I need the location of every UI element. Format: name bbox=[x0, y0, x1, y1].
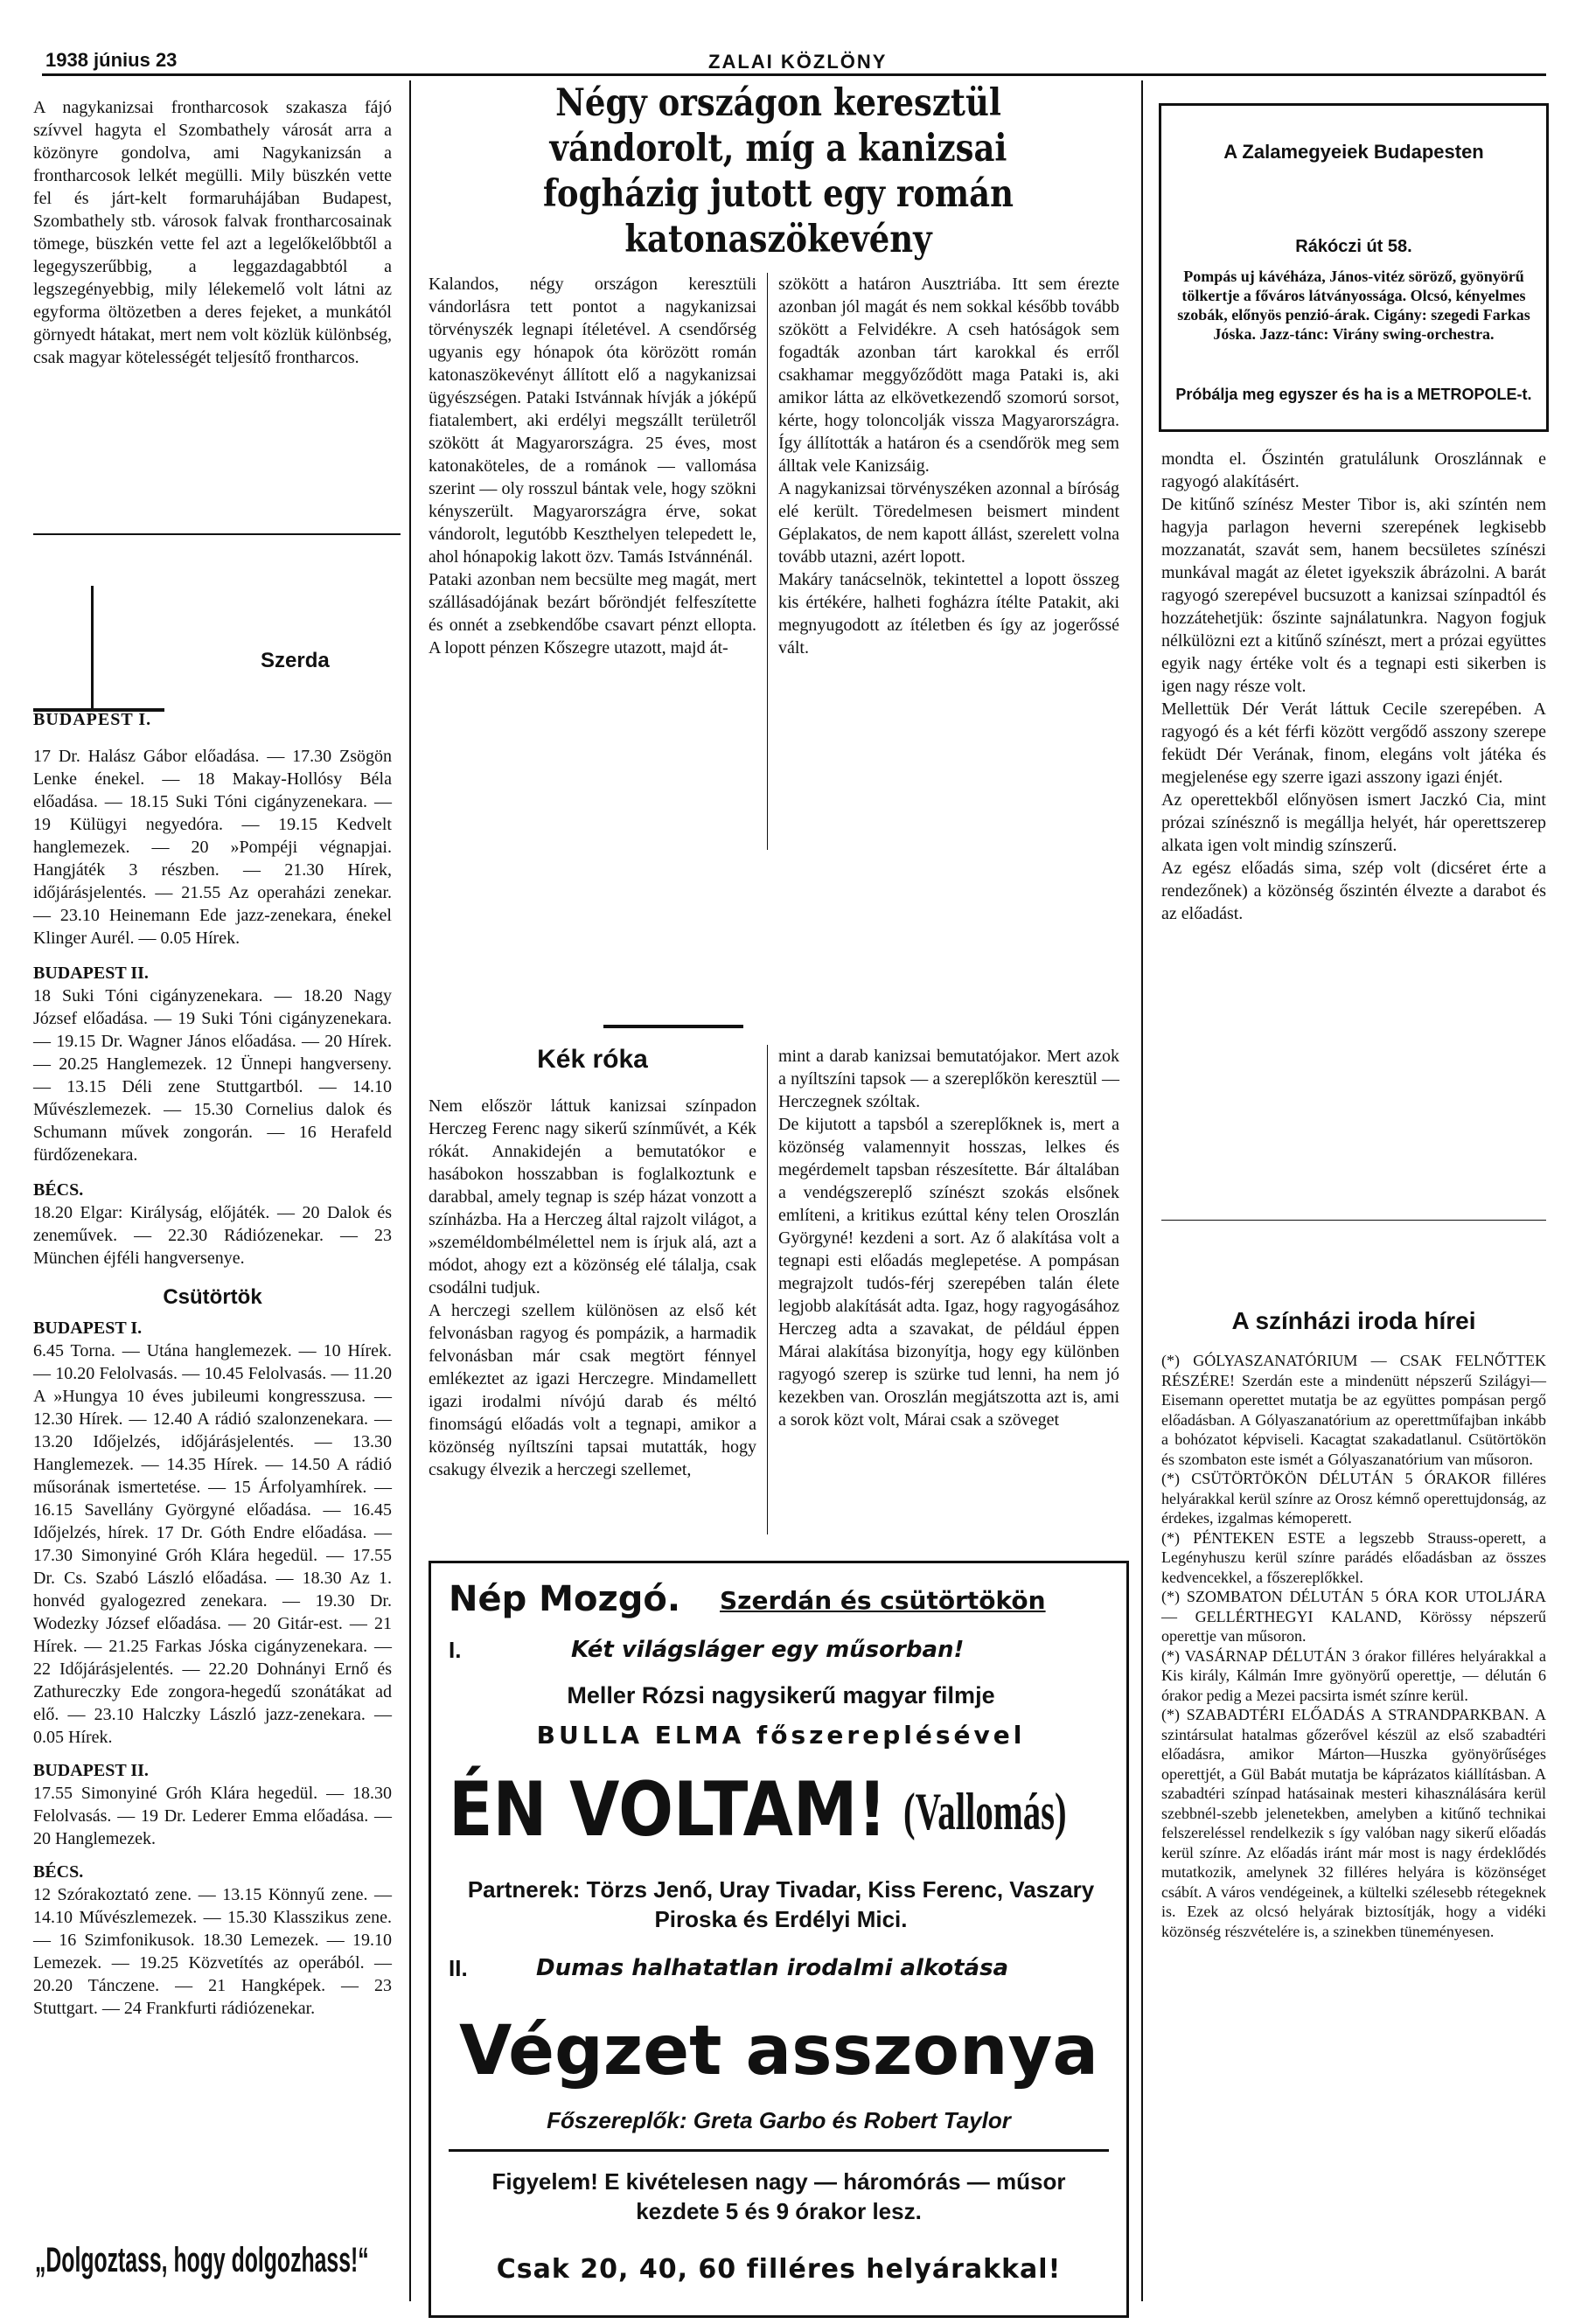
article-2-rule bbox=[603, 1025, 743, 1028]
csut-bp2: 17.55 Simonyiné Gróh Klára hegedül. — 18.30 Felolvasás. — 19 Dr. Lederer Emma előadása. — 20 Hanglemezek. bbox=[33, 1784, 392, 1848]
csutortok-label: Csütörtök bbox=[163, 1285, 262, 1309]
cinema-name: Nép Mozgó. bbox=[449, 1579, 681, 1619]
column-rule bbox=[409, 80, 411, 2301]
part-2-num: II. bbox=[449, 1955, 468, 1981]
hotel-title: A Zalamegyeiek Budapesten bbox=[1223, 141, 1484, 163]
hotel-ad bbox=[1159, 103, 1549, 432]
szerda-bp1-head: BUDAPEST I. bbox=[33, 710, 152, 729]
left-intro: A nagykanizsai frontharcosok szakasza fájó szívvel hagyta el Szombathely városát arra a közönyre gondolva, ami Nagykanizsán a frontharcosok lelkét megülli. Mily büszkén vette fel és járt-kelt formaruhájában Budapest, Szombathely stb. városok falvak frontharcosainak tömege, büszkén vette fel azt a legelőkelőbbtől a legegyszerűbbig, a leggazdagabbtól a legszegényebbig, mily lélekemelő volt látni az egyforma öltözetben a deres fejeket, a munkától görnyedt hátakat, mert nem volt közlük különbség, csak magyar kötelességét teljesítő frontharcos. bbox=[33, 98, 392, 367]
szerda-becs: 18.20 Elgar: Királyság, előjáték. — 20 Dalok és zeneművek. — 22.30 Rádiózenekar. — 23 München éjféli hangversenye. bbox=[33, 1203, 392, 1268]
part-1-num: I. bbox=[449, 1637, 462, 1663]
csut-becs: 12 Szórakoztató zene. — 13.15 Könnyű zene. — 14.10 Művészlemezek. — 15.30 Klasszikus zene. — 16 Szimfonikusok. 18.30 Lemezek. — 19.10 Lemezek. — 19.25 Közvetítés az operából. — 20.20 Tánczene. — 21 Hangképek. — 23 Stuttgart. — 24 Frankfurti rádiózenekar. bbox=[33, 1885, 392, 2018]
film-1-title bbox=[449, 1766, 1113, 1854]
masthead-rule bbox=[42, 73, 1546, 76]
csut-bp1-head: BUDAPEST I. bbox=[33, 1319, 143, 1338]
masthead bbox=[0, 0, 1575, 73]
office-title: A színházi iroda hírei bbox=[1231, 1307, 1476, 1334]
part-1-line: Két világsláger egy műsorban! bbox=[571, 1637, 965, 1663]
article-1-col-1: Kalandos, négy országon keresztüli vándorlásra tett pontot a nagykanizsai törvényszék legnapi ítéletével. A csendőrség ugyanis egy hónapok óta körözött román katonaszökevényt állított elő a nagykanizsai ügyészségen. Pataki Istvánnak hívják a jóképű fiatalembert, aki erdélyi megszállt területről szökött át Magyarországra. 25 éves, most katonaköteles, de a románok — vallomása szerint — oly rosszul bántak vele, hogy szökni kényszerült. Magyarországra érve, sokat vándorolt, legutóbb Keszthelyen telepedett le, ahol hónapokig lakott özv. Tamás Istvánnénál. Pataki azonban nem becsülte meg magát, mert szállásadójának bezárt bőröndjét felfeszítette és onnét a zsebkendőbe csavart pénzt ellopta. A lopott pénzen Kőszegre utazott, majd át- bbox=[429, 275, 756, 658]
article-2-col-1: Nem először láttuk kanizsai színpadon Herczeg Ferenc nagy sikerű színművét, a Kék rókát. Annakidején a bemutatókor e hasábokon hosszabban is foglalkoztunk e darabbal, amely tegnap is szép házat vonzott a színházba. Ha a Herczeg által rajzolt világot, a »személdombélmélettel nem is írjuk alá, azt a módot, ahogy ezt a közönség elé tálalja, csak csodálni tudjuk. A herczegi szellem különösen az első két felvonásban ragyog és pompázik, a harmadik felvonásban már csak megtört fénnyel emlékeztet az igazi Herczegre. Mindamellett igazi irodalmi nívójú darab és méltó finomságú előadás volt a tegnapi, amikor a közönség nyíltszíni tapsai mutatták, hogy csakugy élvezik a herczegi szellemet, bbox=[429, 1096, 756, 1479]
szerda-bp1: 17 Dr. Halász Gábor előadása. — 17.30 Zsögön Lenke énekel. — 18 Makay-Hollósy Béla előadása. — 18.15 Suki Tóni cigányzenekara. — 19 Külügyi negyedóra. — 19.15 Kedvelt hanglemezek. — 20 »Pompéji végnapjai. Hangjáték 3 részben. — 21.30 Hírek, időjárásjelentés. — 21.55 Az operaházi zenekar. — 23.10 Heinemann Ede jazz-zenekara, énekel Klinger Aurél. — 0.05 Hírek. bbox=[33, 747, 392, 948]
ad-prices: Csak 20, 40, 60 filléres helyárakkal! bbox=[496, 2254, 1062, 2285]
part-1-film: Meller Rózsi nagysikerű magyar filmje bbox=[567, 1682, 995, 1708]
right-column-rule bbox=[1141, 80, 1143, 2301]
article-1-headline-wrap bbox=[415, 80, 1141, 262]
masthead-paper: ZALAI KÖZLÖNY bbox=[708, 51, 888, 73]
slogan: „Dolgoztass, hogy dolgozhass!“ bbox=[35, 2241, 369, 2279]
article-2-col-2: mint a darab kanizsai bemutatójakor. Mert azok a nyíltszíni tapsok — a szereplőkön keresztül — Herczegnek szóltak. De kijutott a tapsból a szereplőknek is, mert a közönség valamennyit hosszas, lelkes és megérdemelt tapsban részesítette. Bár általában a vendégszereplő színészt szokás elsőnek említeni, a kritikus ezúttal kény telen Oroszlán Györgyné! kezdeni a sort. Az ő alakítása volt a tegnapi esti előadás meglepetése. A pompásan megrajzolt tudós-férj szerepében talán élete legjobb alakítását adta. Igaz, hogy ragyogásához Herczeg adta a szavakat, de például éppen Márai alakítása bizonyítja, hogy egy különben ragyogó szerep is szürke tud lenni, ha nem jó kezekben van. Oroszlán megjátszotta azt is, ami a sorok közt volt, Márai csak a szöveget bbox=[778, 1047, 1119, 1430]
ad-notice: Figyelem! E kivételesen nagy — háromórás — műsor kezdete 5 és 9 órakor lesz. bbox=[491, 2168, 1066, 2224]
film-1-name: ÉN VOLTAM! bbox=[449, 1766, 888, 1854]
film-1-partners: Partnerek: Törzs Jenő, Uray Tivadar, Kiss Ferenc, Vaszary Piroska és Erdélyi Mici. bbox=[467, 1876, 1095, 1932]
hotel-footer: Próbálja meg egyszer és ha is a METROPOLE-t. bbox=[1175, 386, 1532, 403]
article-1-headline: Négy országon keresztül vándorolt, míg a kanizsai fogházig jutott egy román katonaszökevény bbox=[543, 81, 1014, 261]
office-body: (*) GÓLYASZANATÓRIUM — CSAK FELNŐTTEK RÉSZÉRE! Szerdán este a mindenütt népszerű Szilágyi—Eisemann operettet mutatja be az együttes pompásan pergő előadásban. A Gólyaszanatórium az operettműfajban inkább a bohózatot képviseli. Kacagtat szakadatlanul. Csütörtökön és szombaton este ismét a Gólyaszanatórium van műsoron. (*) CSÜTÖRTÖKÖN DÉLUTÁN 5 ÓRAKOR filléres helyárakkal kerül színre az Orosz kémnő operettujdonság, az érdekes, izgalmas kémoperett. (*) PÉNTEKEN ESTE a legszebb Strauss-operett, a Legényhuszu kerül színre parádés előadásban az összes kedvencekkel, a főszereplőkkel. (*) SZOMBATON DÉLUTÁN 5 ÓRA KOR UTOLJÁRA — GELLÉRTHEGYI KALAND, Körössy népszerű operettje van műsoron. (*) VASÁRNAP DÉLUTÁN 3 órakor filléres helyárakkal a Kis király, Kálmán Imre gyönyörű operettje, — délután 6 órakor pedig a Mezei pacsirta ismét színre kerül. (*) SZABADTÉRI ELŐADÁS A STRANDPARKBAN. A szintársulat hatalmas gőzerővel készül az első szabadtéri előadásra, amikor Márton—Huszka gyönyörűséges operettjét, a Gül Babát mutatja be káprázatos kiállításban. A szabadtéri színpad hatásainak mesteri kihasználására kerül szebbnél-szebb jelenetekben, amelyben a kitűnő technikai felszereléssel rendelkezik s így valóban nagy sikerű előadás kerül színre. Az előadás iránt már most is nagy érdeklődés mutatkozik, amelynek 32 filléres helyára is közönséget csábít. A város vendégeinek, a kültelki szélesebb rétegeknek is. Ezek az olcsó helyárak biztosítják, hogy a vidéki közönség részvételére is, a szinekben tüneményesen. bbox=[1161, 1352, 1546, 1940]
csut-bp2-head: BUDAPEST II. bbox=[33, 1761, 149, 1780]
article-2-title: Kék róka bbox=[537, 1045, 648, 1074]
article-2-col-rule bbox=[767, 1045, 768, 1534]
radio-bar bbox=[91, 586, 94, 708]
hotel-sub: Rákóczi út 58. bbox=[1295, 237, 1412, 256]
left-rule-1 bbox=[33, 533, 401, 535]
review-continuation: mondta el. Őszintén gratulálunk Oroszlánnak e ragyogó alakításért. De kitűnő színész Mester Tibor is, aki színtén nem hagyja parlagon heverni szerepének legkisebb mozzanatát, szavát sem, hanem becsületes színészi munkával magát az életet igyekszik ábrázolni. A barát ragyogó szerepével bucsuzott a kanizsai színpadtól és hozzátehetjük: őszinte sajnálatunkra. Nagyon fogjuk nélkülözni ezt a kitűnő színészt, mert a prózai együttes egyik nagy értéke volt és a tegnapi esti sikerben is igen nagy része volt. Mellettük Dér Verát láttuk Cecile szerepében. A ragyogó és a két férfi között vergődő asszony szerepe feküdt Dér Verának, finom, elegáns volt játéka és megjelenése egy szerre igazi asszony igazi énjét. Az operettekből előnyösen ismert Jaczkó Cia, mint prózai színésznő is megállja helyét, hár operettszerep alkata igen volt mindig színszerű. Az egész előadás sima, szép volt (dicséret érte a rendezőnek) a közönség őszintén élvezte a darabot és az előadást. bbox=[1161, 449, 1546, 923]
film-2-title: Végzet asszonya bbox=[458, 2012, 1099, 2091]
szerda-bp2-head: BUDAPEST II. bbox=[33, 964, 149, 983]
szerda-label: Szerda bbox=[261, 649, 330, 672]
szerda-becs-head: BÉCS. bbox=[33, 1180, 84, 1200]
film-2-stars: Főszereplők: Greta Garbo és Robert Taylor bbox=[547, 2107, 1011, 2133]
szerda-bp2: 18 Suki Tóni cigányzenekara. — 18.20 Nagy József előadása. — 19 Suki Tóni cigányzenekara. — 19.15 Dr. Wagner János előadása. — 20 Hírek. — 20.25 Hanglemezek. 12 Ünnepi hangverseny. — 13.15 Déli zene Stuttgartból. — 14.10 Művészlemezek. — 15.30 Cornelius dalok és Schumann művek zongorán. — 16 Herafeld fürdőzenekara. bbox=[33, 986, 392, 1165]
hotel-body: Pompás uj kávéháza, János-vitéz söröző, gyönyörű tölkertje a főváros látványossága. Olcsó, kényelmes szobák, előnyös penzió-árak. Cigány: szegedi Farkas Jóska. Jazz-tánc: Virány swing-orchestra. bbox=[1177, 268, 1530, 343]
szerda-schedule bbox=[33, 708, 392, 2020]
cinema-ad bbox=[429, 1561, 1129, 2318]
ad-rule bbox=[449, 2149, 1109, 2152]
cinema-header bbox=[449, 1577, 1113, 1630]
article-1-col-2: szökött a határon Ausztriába. Itt sem érezte azonban jól magát és nem sokkal később tovább szökött a Felvidékre. A cseh hatóságok sem fogadták azonban tárt karokkal és erről csakhamar meggyőződött maga Pataki is, aki amikor látta az elkövetkezendő szomorú sorsot, kérte, hogy toloncolják vissza Magyarországra. Így állították a határon és a csendőrök meg sem álltak vele Kanizsáig. A nagykanizsai törvényszéken azonnal a bíróság elé került. Töredelmesen beismert mindent Géplakatos, de nem kapott állást, szerelett volna tovább utazni, azért lopott. Makáry tanácselnök, tekintettel a lopott összeg kis értékére, halheti fogházra ítélte Patakit, aki megnyugodott az ítéletben és így az jogerőssé vált. bbox=[778, 275, 1119, 658]
cinema-days: Szerdán és csütörtökön bbox=[720, 1586, 1046, 1615]
part-1-star: BULLA ELMA főszereplésével bbox=[536, 1721, 1026, 1750]
csut-bp1: 6.45 Torna. — Utána hanglemezek. — 10 Hírek. — 10.20 Felolvasás. — 10.45 Felolvasás. — 11.20 A »Hungya 10 éves jubileumi kongresszusa. — 12.30 Hírek. — 12.40 A rádió szalonzenekara. — 13.20 Időjelzés, időjárásjelentés. — 13.30 Hanglemezek. — 14.35 Hírek. — 14.50 A rádió műsorának ismertetése. — 15 Árfolyamhírek. — 16.15 Savellány Györgyné előadása. — 16.45 Időjelzés, hírek. 17 Dr. Góth Endre előadása. — 17.30 Simonyiné Gróh Klára hegedül. — 17.55 Dr. Cs. Szabó László előadása. — 18.30 Az 1. honvéd gyalogezred zenekara. — 19.30 Dr. Wodezky József előadása. — 20 Gitár-est. — 21 Hírek. — 21.25 Farkas Jóska cigányzenekara. — 22 Időjárásjelentés. — 22.20 Dohnányi Ernő és Zathureczky Ede zongora-hegedű szonátákat ad elő. — 23.10 Halczky László jazz-zenekara. — 0.05 Hírek. bbox=[33, 1341, 392, 1747]
film-1-sub: (Vallomás) bbox=[903, 1783, 1067, 1840]
masthead-date: 1938 június 23 bbox=[45, 49, 178, 71]
office-rule bbox=[1161, 1220, 1546, 1221]
part-2-line: Dumas halhatatlan irodalmi alkotása bbox=[536, 1955, 1009, 1981]
article-1-col-rule bbox=[767, 273, 768, 850]
csut-becs-head: BÉCS. bbox=[33, 1862, 84, 1882]
